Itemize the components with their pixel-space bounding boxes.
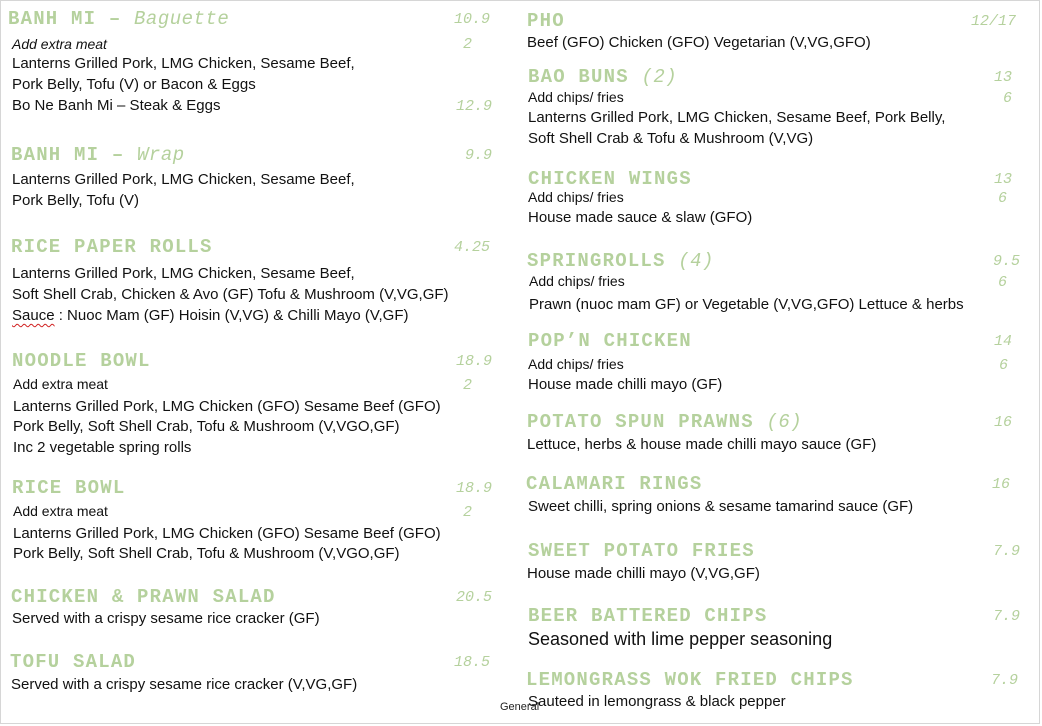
description-line: Lanterns Grilled Pork, LMG Chicken, Sesame Beef, [12, 55, 355, 72]
description-line: House made chilli mayo (V,VG,GF) [527, 565, 760, 582]
description-line: Soft Shell Crab, Chicken & Avo (GF) Tofu & Mushroom (V,VG,GF) [12, 286, 449, 303]
section-title: POTATO SPUN PRAWNS (6) [527, 411, 803, 433]
extra-price: 2 [462, 504, 472, 521]
extra-price: 2 [462, 377, 472, 394]
extra-price: 6 [997, 274, 1007, 291]
section-price: 18.5 [453, 654, 490, 671]
description-line: Sauteed in lemongrass & black pepper [528, 693, 786, 710]
section-price: 16 [991, 476, 1010, 493]
section-price: 9.5 [992, 253, 1020, 270]
section-title: TOFU SALAD [10, 651, 137, 673]
description-line: House made chilli mayo (GF) [528, 376, 723, 393]
section-title: RICE BOWL [12, 477, 126, 499]
section-title: BANH MI – Baguette [8, 8, 230, 30]
spellcheck-word: Sauce [12, 307, 55, 324]
section-title: CALAMARI RINGS [526, 473, 703, 495]
description-line: Pork Belly, Tofu (V) or Bacon & Eggs [12, 76, 256, 93]
description-line: Sweet chilli, spring onions & sesame tamarind sauce (GF) [528, 498, 914, 515]
section-title: POP’N CHICKEN [528, 330, 692, 352]
section-price: 10.9 [453, 11, 490, 28]
extra-label: Add extra meat [13, 376, 108, 392]
section-price: 16 [993, 414, 1012, 431]
section-price: 14 [993, 333, 1012, 350]
section-title: BAO BUNS (2) [528, 66, 678, 88]
description-line: Pork Belly, Soft Shell Crab, Tofu & Mushroom (V,VGO,GF) [13, 545, 400, 562]
description-line: Seasoned with lime pepper seasoning [528, 629, 833, 649]
sensitivity-label: General [500, 701, 540, 713]
description-line: Lanterns Grilled Pork, LMG Chicken, Sesame Beef, Pork Belly, [528, 109, 946, 126]
extra-price: 6 [997, 190, 1007, 207]
section-title: SWEET POTATO FRIES [528, 540, 755, 562]
description-line: Pork Belly, Soft Shell Crab, Tofu & Mushroom (V,VGO,GF) [13, 418, 400, 435]
description-line: Served with a crispy sesame rice cracker (GF) [12, 610, 320, 627]
description-line: Lanterns Grilled Pork, LMG Chicken, Sesame Beef, [12, 171, 355, 188]
section-price: 13 [993, 171, 1012, 188]
section-title: RICE PAPER ROLLS [11, 236, 213, 258]
section-title: CHICKEN WINGS [528, 168, 692, 190]
extra-price: 6 [1002, 90, 1012, 107]
section-price: 4.25 [453, 239, 490, 256]
extra-label: Add chips/ fries [528, 89, 624, 105]
description-line: Sauce : Nuoc Mam (GF) Hoisin (V,VG) & Chilli Mayo (V,GF) [12, 307, 409, 324]
section-title: NOODLE BOWL [12, 350, 151, 372]
section-price: 18.9 [455, 480, 492, 497]
extra-label: Add extra meat [12, 36, 107, 52]
extra-price: 2 [462, 36, 472, 53]
extra-label: Add chips/ fries [528, 356, 624, 372]
section-price: 20.5 [455, 589, 492, 606]
description-line: Pork Belly, Tofu (V) [12, 192, 139, 209]
section-price: 12/17 [970, 13, 1016, 30]
description-line: Lanterns Grilled Pork, LMG Chicken, Sesame Beef, [12, 265, 355, 282]
description-line: Soft Shell Crab & Tofu & Mushroom (V,VG) [528, 130, 814, 147]
description-line: Bo Ne Banh Mi – Steak & Eggs [12, 97, 221, 114]
description-line: House made sauce & slaw (GFO) [528, 209, 753, 226]
section-price: 7.9 [992, 608, 1020, 625]
description-line: Lanterns Grilled Pork, LMG Chicken (GFO) Sesame Beef (GFO) [13, 398, 441, 415]
section-title: BANH MI – Wrap [11, 144, 185, 166]
extra-price: 6 [998, 357, 1008, 374]
description-line: Lettuce, herbs & house made chilli mayo sauce (GF) [527, 436, 877, 453]
section-price: 9.9 [464, 147, 492, 164]
section-title: CHICKEN & PRAWN SALAD [11, 586, 276, 608]
section-title: SPRINGROLLS (4) [527, 250, 714, 272]
description-line: Inc 2 vegetable spring rolls [13, 439, 192, 456]
extra-label: Add extra meat [13, 503, 108, 519]
section-title: LEMONGRASS WOK FRIED CHIPS [526, 669, 854, 691]
section-price: 13 [993, 69, 1012, 86]
item-price: 12.9 [455, 98, 492, 115]
section-price: 18.9 [455, 353, 492, 370]
section-title: PHO [527, 10, 565, 32]
extra-label: Add chips/ fries [529, 273, 625, 289]
description-line: Beef (GFO) Chicken (GFO) Vegetarian (V,VG,GFO) [527, 34, 871, 51]
section-price: 7.9 [990, 672, 1018, 689]
section-price: 7.9 [992, 543, 1020, 560]
extra-label: Add chips/ fries [528, 189, 624, 205]
description-line: Served with a crispy sesame rice cracker (V,VG,GF) [11, 676, 358, 693]
section-title: BEER BATTERED CHIPS [528, 605, 768, 627]
description-line: Prawn (nuoc mam GF) or Vegetable (V,VG,GFO) Lettuce & herbs [529, 296, 964, 313]
description-line: Lanterns Grilled Pork, LMG Chicken (GFO) Sesame Beef (GFO) [13, 525, 441, 542]
